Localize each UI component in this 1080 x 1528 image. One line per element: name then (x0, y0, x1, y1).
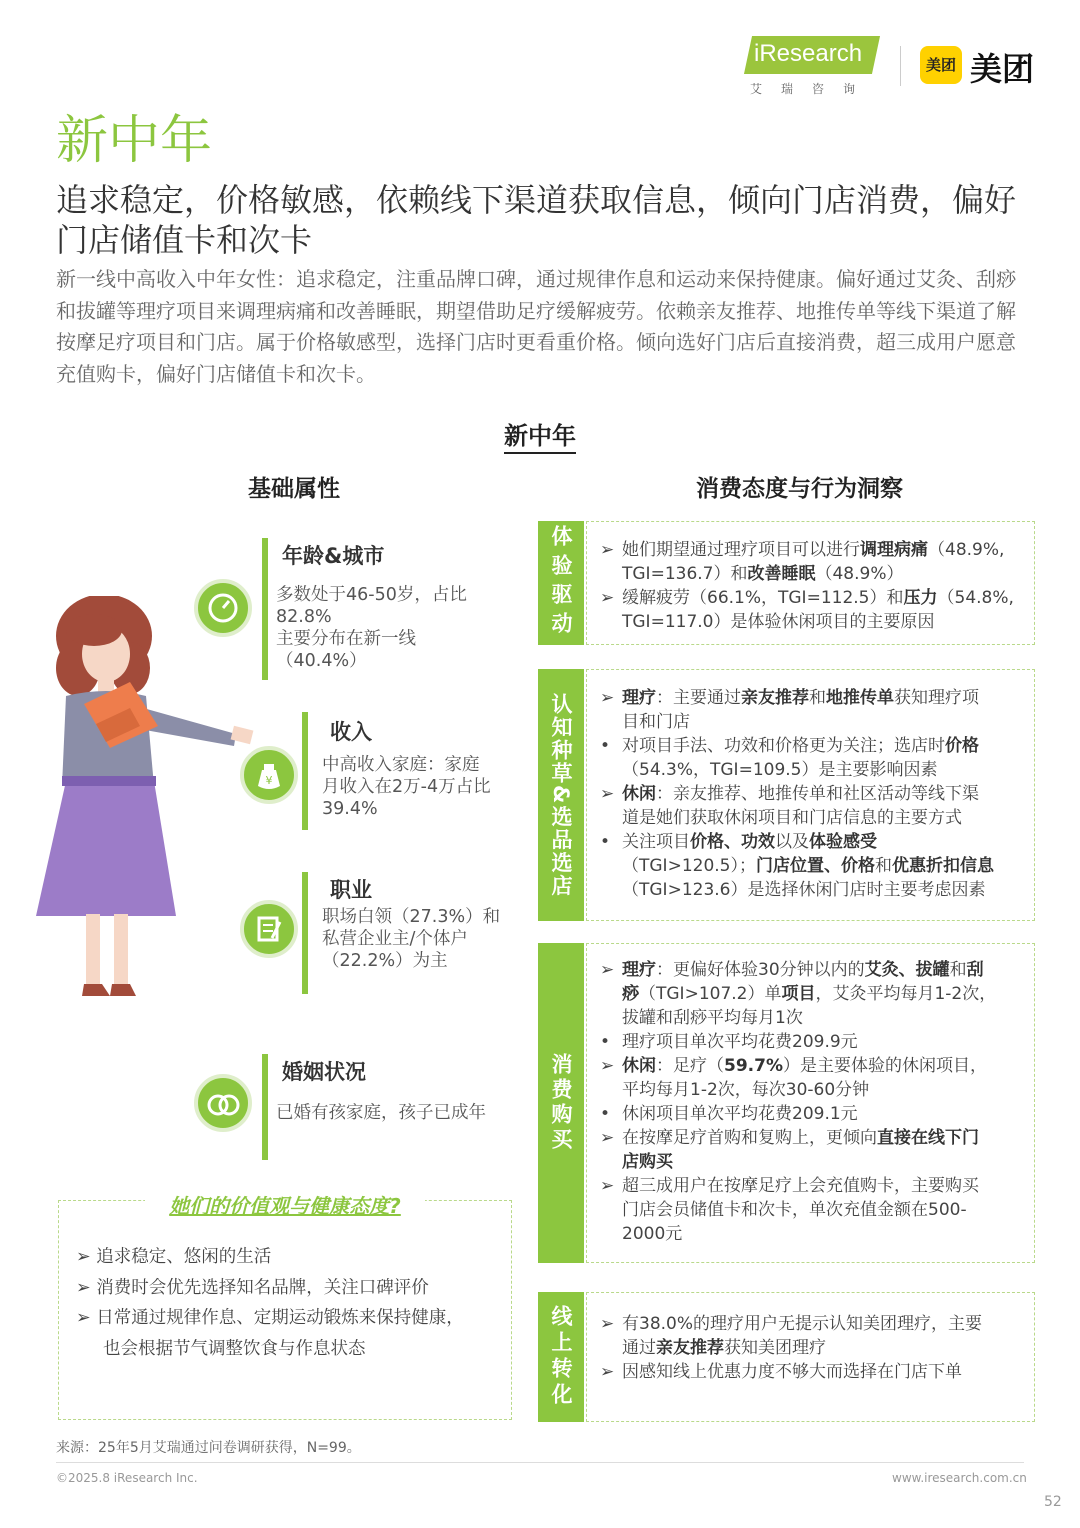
attr-body-job: 职场白领（27.3%）和 私营企业主/个体户 （22.2%）为主 (322, 907, 501, 971)
section-title (0, 416, 1080, 451)
tab-experience: 体验驱动 (538, 521, 584, 645)
attr-body-income: 中高收入家庭：家庭 月收入在2万-4万占比 39.4% (322, 755, 491, 819)
attr-title-age: 年龄&城市 (282, 544, 385, 568)
woman-illustration (26, 596, 276, 1006)
attr-bar-income (302, 712, 308, 830)
tab-awareness: 认知种草&选品选店 (538, 669, 584, 921)
intro-paragraph: 新一线中高收入中年女性：追求稳定，注重品牌口碑，通过规律作息和运动来保持健康。偏好通过艾灸、刮痧和拔罐等理疗项目来调理病痛和改善睡眠，期望借助足疗缓解疲劳。依赖亲友推荐、地推传单等线下渠道了解按摩足疗项目和门店。属于价格敏感型，选择门店时更看重价格。倾向选好门店后直接消费，超三成用户愿意充值购卡，偏好门店储值卡和次卡。 (56, 267, 1016, 386)
values-title: 她们的价值观与健康态度? (145, 1190, 425, 1219)
source-note: 来源：25年5月艾瑞通过问卷调研获得，N=99。 (56, 1440, 361, 1456)
rings-icon (194, 1074, 252, 1132)
attr-bar-marriage (262, 1054, 268, 1160)
section-title-text: 新中年 (504, 422, 576, 454)
iresearch-logo-sub: 艾瑞咨询 (750, 82, 875, 96)
list-item: ➢ 消费时会优先选择知名品牌，关注口碑评价 (76, 1277, 429, 1298)
panel-online-text: ➢ 有38.0%的理疗用户无提示认知美团理疗，主要 通过亲友推荐获知美团理疗 ➢ 因感知线上优惠力度不够大而选择在门店下单 (600, 1314, 983, 1382)
left-heading: 基础属性 (248, 476, 340, 502)
meituan-badge: 美团 (920, 46, 962, 84)
meituan-logo-text: 美团 (970, 50, 1035, 88)
logo-divider (900, 46, 901, 86)
money-bag-icon (240, 746, 298, 804)
page-title: 新中年 (56, 111, 213, 171)
attr-body-age: 多数处于46-50岁，占比 82.8% 主要分布在新一线 （40.4%） (276, 585, 467, 671)
notepad-icon (240, 900, 298, 958)
copyright: ©2025.8 iResearch Inc. (56, 1471, 198, 1485)
panel-purchase-text: ➢ 理疗：更偏好体验30分钟以内的艾灸、拔罐和刮 痧（TGI>107.2）单项目，艾灸平均每月1-2次， 拔罐和刮痧平均每月1次 • 理疗项目单次平均花费209.9元 ➢ 休闲：足疗（59.7%）是主要体验的休闲项目， 平均每月1-2次，每次30-60分钟 • 休闲项目单次平均花费209.1元 ➢ 在按摩足疗首购和复购上，更倾向直接在线下门 店购买 ➢ 超三成用户在按摩足疗上会充值购卡，主要购买 门店会员储值卡和次卡，单次充值金额在500- 2000元 (600, 960, 997, 1244)
list-item: ➢ 日常通过规律作息、定期运动锻炼来保持健康， (76, 1308, 464, 1328)
tab-purchase: 消费购买 (538, 943, 584, 1263)
list-item: 也会根据节气调整饮食与作息状态 (103, 1338, 366, 1359)
tab-online: 线上转化 (538, 1292, 584, 1422)
website-link[interactable]: www.iresearch.com.cn (892, 1471, 1027, 1485)
footer-divider (56, 1462, 1024, 1463)
values-list (76, 1242, 496, 1364)
list-item: ➢ 追求稳定、悠闲的生活 (76, 1247, 272, 1267)
headline: 追求稳定，价格敏感，依赖线下渠道获取信息，倾向门店消费，偏好门店储值卡和次卡 (56, 181, 1017, 259)
page-number: 52 (1044, 1494, 1062, 1510)
attr-bar-job (302, 872, 308, 994)
attr-title-job: 职业 (330, 878, 372, 902)
panel-experience-text: ➢ 她们期望通过理疗项目可以进行调理病痛（48.9%, TGI=136.7）和改善睡眠（48.9%） ➢ 缓解疲劳（66.1%，TGI=112.5）和压力（54.8%, TGI=117.0）是体验休闲项目的主要原因 (600, 540, 1014, 632)
attr-bar-age (262, 538, 268, 680)
panel-awareness-text: ➢ 理疗：主要通过亲友推荐和地推传单获知理疗项 目和门店 • 对项目手法、功效和价格更为关注；选店时价格 （54.3%，TGI=109.5）是主要影响因素 ➢ 休闲：亲友推荐、地推传单和社区活动等线下渠 道是她们获取休闲项目和门店信息的主要方式 • 关注项目价格、功效以及体验感受 （TGI>120.5）；门店位置、价格和优惠折扣信息 （TGI>123.6）是选择休闲门店时主要考虑因素 (600, 688, 994, 900)
attr-title-marriage: 婚姻状况 (282, 1060, 366, 1084)
attr-body-marriage: 已婚有孩家庭，孩子已成年 (276, 1103, 486, 1123)
clock-icon (194, 579, 252, 637)
iresearch-logo (748, 36, 878, 98)
svg-text:¥: ¥ (265, 774, 273, 787)
right-heading: 消费态度与行为洞察 (696, 476, 903, 502)
iresearch-logo-text: iResearch (754, 40, 863, 67)
attr-title-income: 收入 (330, 720, 372, 744)
